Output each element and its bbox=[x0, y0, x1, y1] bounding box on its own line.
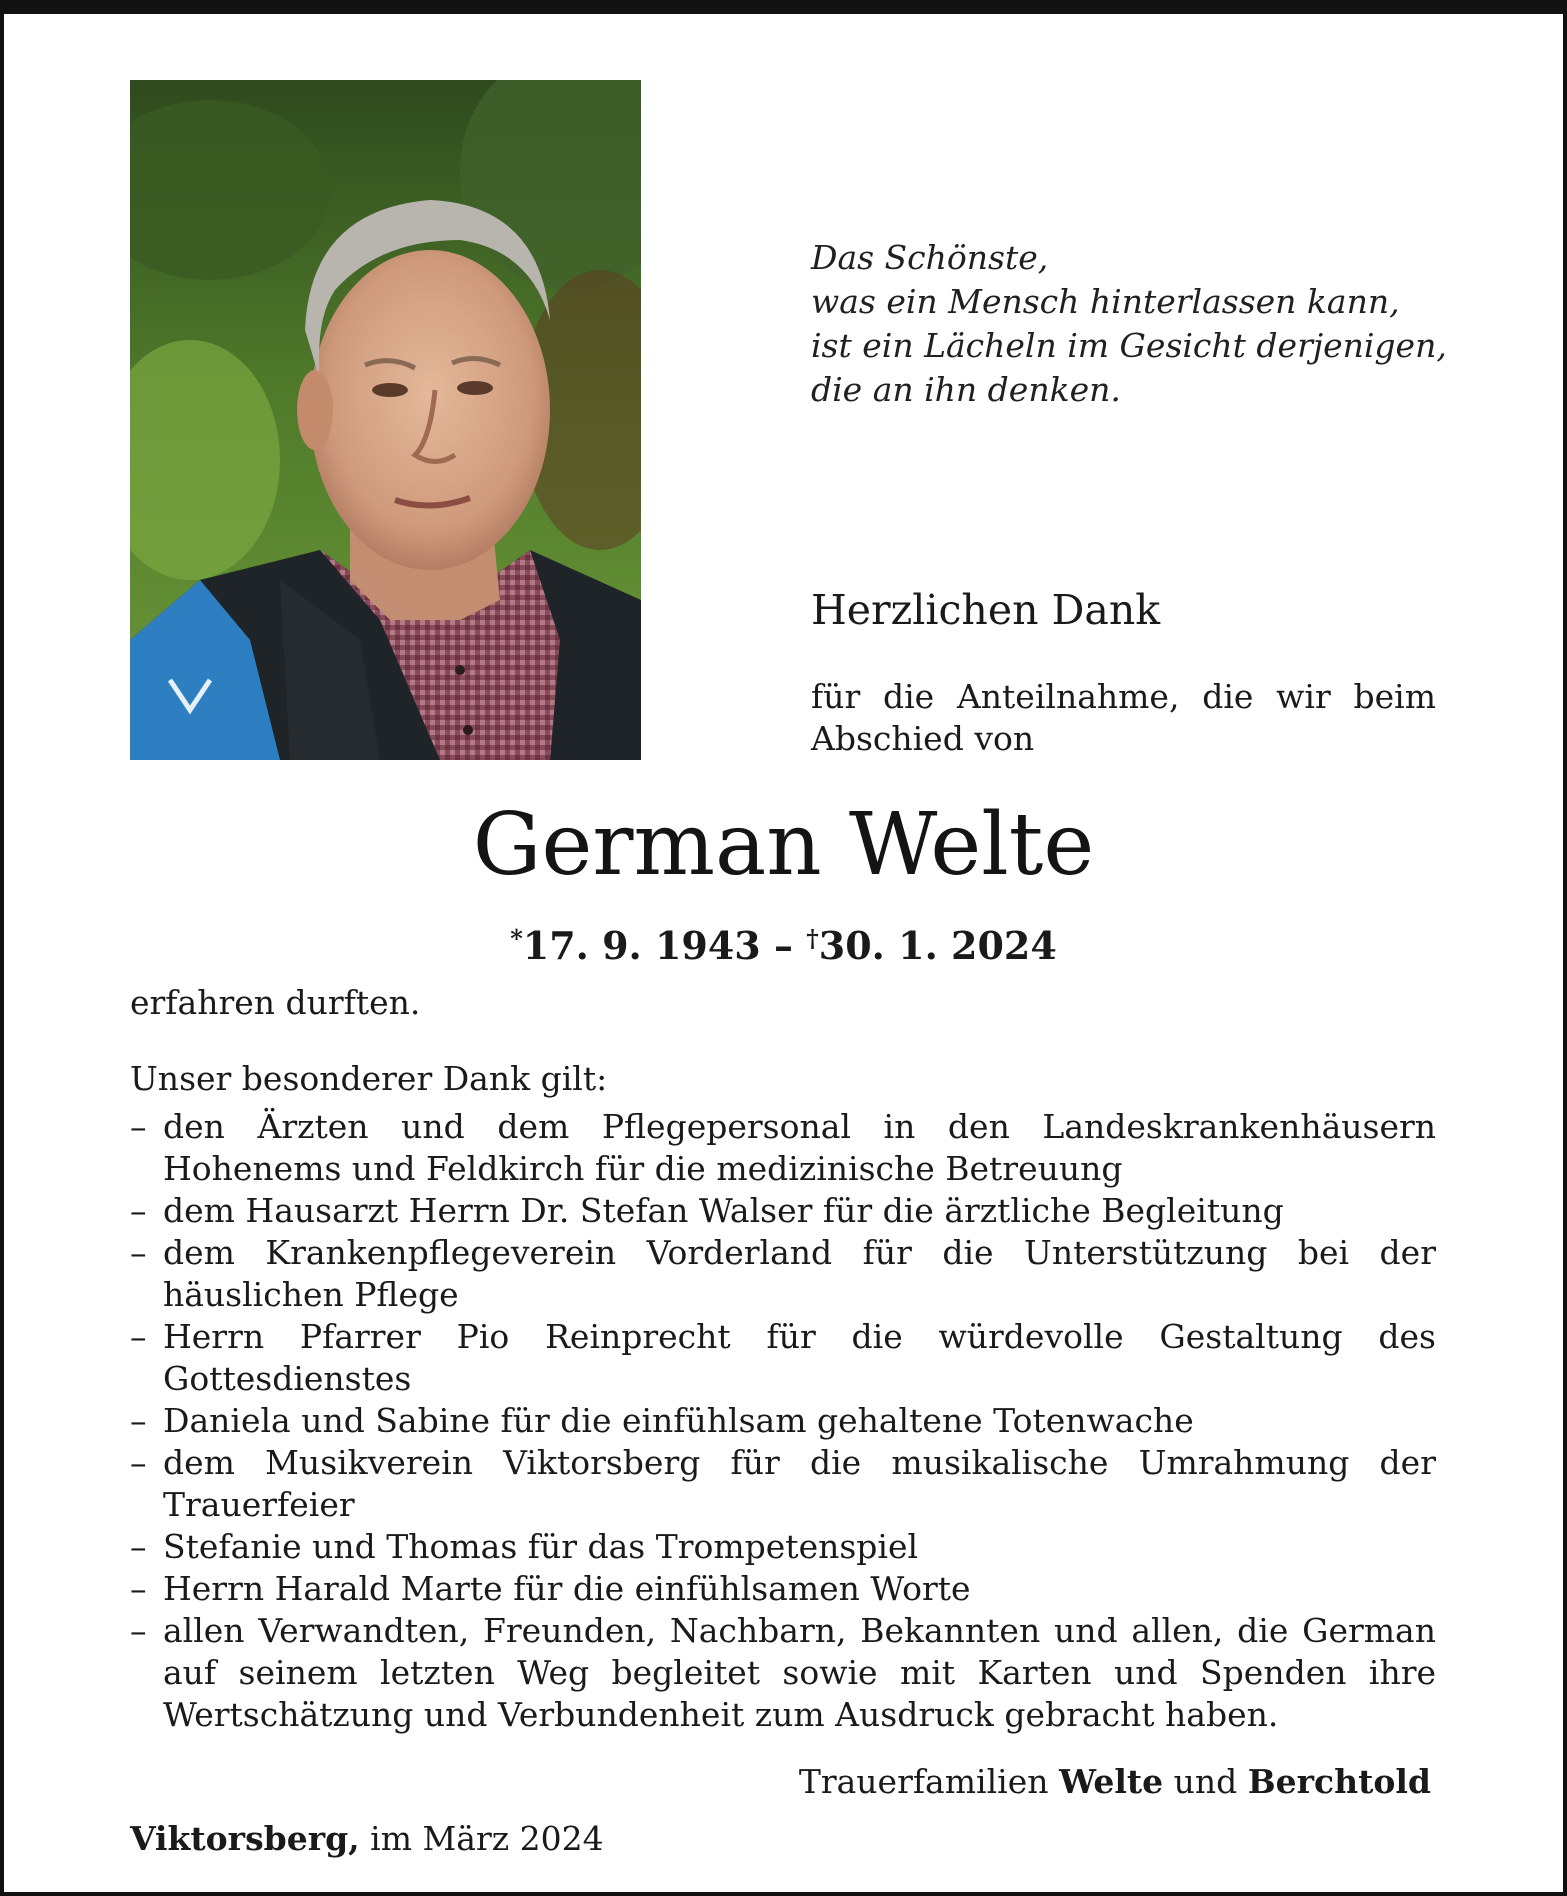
memorial-quote: Das Schönste, was ein Mensch hinterlassen kann, ist ein Lächeln im Gesicht derjenigen, die an ihn denken. bbox=[811, 238, 1447, 409]
list-item: – dem Musikverein Viktorsberg für die musikalische Umrahmung der Trauerfeier bbox=[130, 1443, 1436, 1524]
special-thanks-heading: Unser besonderer Dank gilt: bbox=[130, 1059, 608, 1098]
birth-date: 17. 9. 1943 bbox=[522, 923, 761, 968]
place-name: Viktorsberg, bbox=[130, 1819, 360, 1858]
list-dash: – bbox=[130, 1401, 147, 1440]
thanks-list bbox=[130, 1106, 1436, 1736]
thanks-intro-text: für die Anteilnahme, die wir beim Abschied von bbox=[811, 677, 1436, 758]
list-item: – den Ärzten und dem Pflegepersonal in den Landeskrankenhäusern Hohenems und Feldkirch für die medizinische Betreuung bbox=[130, 1107, 1436, 1188]
list-item: – dem Krankenpflegeverein Vorderland für die Unterstützung bei der häuslichen Pflege bbox=[130, 1233, 1436, 1314]
list-dash: – bbox=[130, 1527, 147, 1566]
list-dash: – bbox=[130, 1233, 147, 1272]
list-dash: – bbox=[130, 1569, 147, 1608]
list-dash: – bbox=[130, 1317, 147, 1356]
list-item: – Stefanie und Thomas für das Trompetenspiel bbox=[130, 1527, 919, 1566]
list-item: – Herrn Pfarrer Pio Reinprecht für die würdevolle Gestaltung des Gottesdienstes bbox=[130, 1317, 1436, 1398]
place-and-date bbox=[130, 1818, 604, 1860]
list-item: – Daniela und Sabine für die einfühlsam gehaltene Totenwache bbox=[130, 1401, 1194, 1440]
signature-prefix: Trauerfamilien bbox=[798, 1762, 1049, 1801]
deceased-name: German Welte bbox=[472, 795, 1095, 895]
date-separator: – bbox=[774, 923, 793, 968]
portrait-photo bbox=[130, 80, 641, 760]
date-line: im März 2024 bbox=[370, 1819, 604, 1858]
thanks-heading: Herzlichen Dank bbox=[811, 586, 1161, 634]
birth-symbol: * bbox=[510, 924, 523, 953]
death-symbol: † bbox=[806, 924, 819, 953]
closing-phrase: erfahren durften. bbox=[130, 983, 421, 1022]
signature bbox=[799, 1761, 1431, 1803]
thanks-body bbox=[130, 982, 1436, 1736]
list-dash: – bbox=[130, 1191, 147, 1230]
death-date: 30. 1. 2024 bbox=[818, 923, 1057, 968]
list-item: – dem Hausarzt Herrn Dr. Stefan Walser für die ärztliche Begleitung bbox=[130, 1191, 1284, 1230]
list-item: – Herrn Harald Marte für die einfühlsamen Worte bbox=[130, 1569, 971, 1608]
list-item: – allen Verwandten, Freunden, Nachbarn, Bekannten und allen, die German auf seinem letzten Weg begleitet sowie mit Karten und Spenden ihre Wertschätzung und Verbundenheit zum Ausdruck gebracht haben. bbox=[130, 1611, 1436, 1734]
family-name-welte: Welte bbox=[1058, 1762, 1164, 1801]
list-dash: – bbox=[130, 1443, 147, 1482]
signature-connector: und bbox=[1173, 1762, 1238, 1801]
family-name-berchtold: Berchtold bbox=[1247, 1762, 1431, 1801]
list-dash: – bbox=[130, 1107, 147, 1146]
list-dash: – bbox=[130, 1611, 147, 1650]
life-dates bbox=[0, 915, 1567, 970]
